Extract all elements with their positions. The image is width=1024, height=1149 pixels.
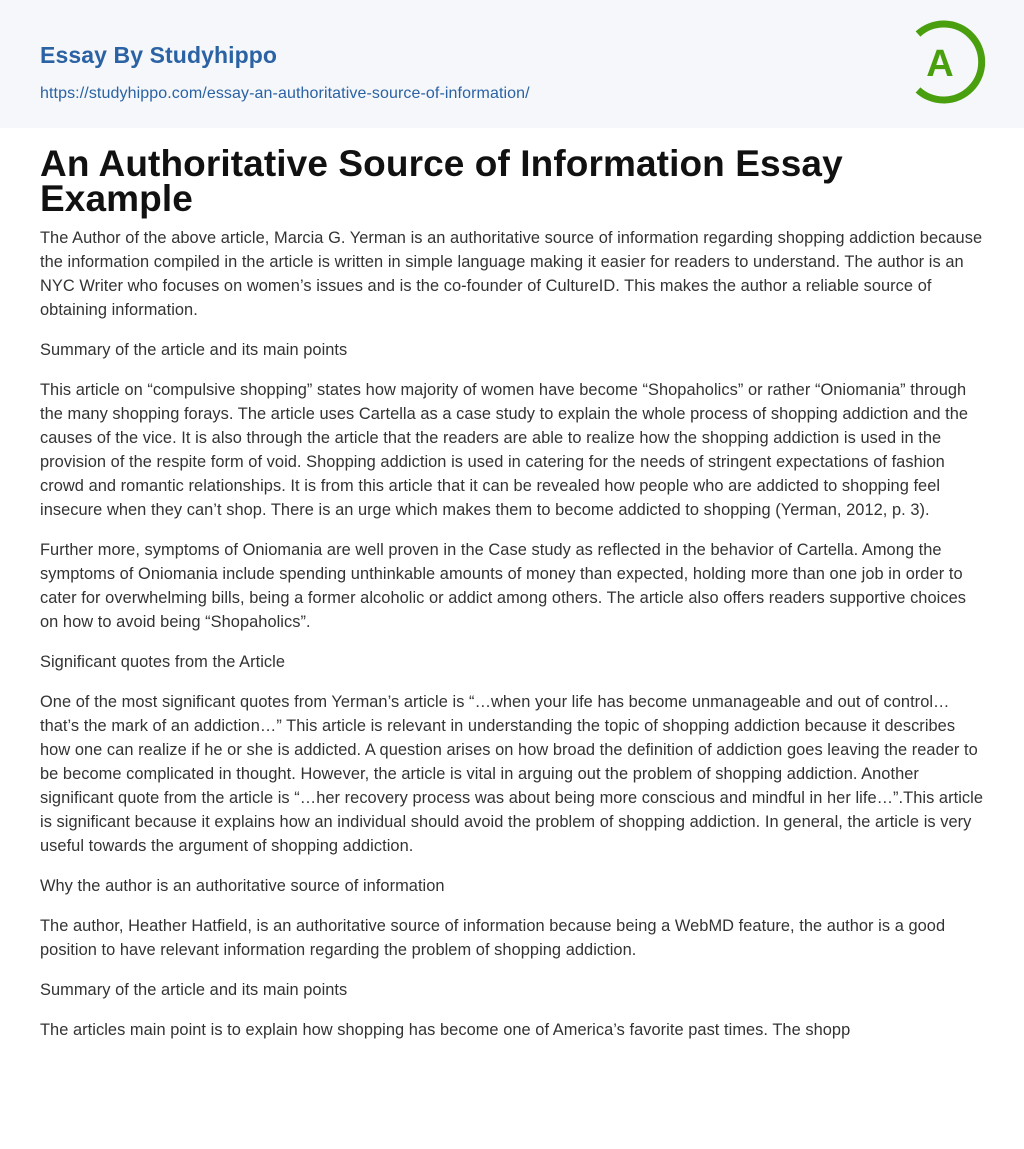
section-heading-summary: Summary of the article and its main points (40, 341, 348, 359)
paragraph-summary-2: The articles main point is to explain how shopping has become one of America’s favorite past times. The shopp (40, 1021, 851, 1039)
paragraph-intro: The Author of the above article, Marcia G. Yerman is an authoritative source of information regarding shopping addiction because the information compiled in the article is written in simple language making it easier for readers to understand. The author is an NYC Writer who focuses on women’s issues and is the co-founder of CultureID. This makes the author a reliable source of obtaining information. (40, 229, 983, 319)
paragraph-author-hatfield: The author, Heather Hatfield, is an authoritative source of information because being a WebMD feature, the author is a good position to have relevant information regarding the problem of shopping addiction. (40, 917, 946, 959)
site-name: Essay By Studyhippo (40, 42, 278, 68)
section-heading-summary-2: Summary of the article and its main points (40, 981, 348, 999)
section-heading-quotes: Significant quotes from the Article (40, 653, 285, 671)
paragraph-summary: This article on “compulsive shopping” states how majority of women have become “Shopaholics” or rather “Oniomania” through the many shopping forays. The article uses Cartella as a case study to explain the whole process of shopping addiction and the causes of the vice. It is also through the article that the readers are able to realize how the shopping addiction is used in the provision of the respite form of void. Shopping addiction is used in catering for the needs of stringent expectations of fashion crowd and romantic relationships. It is from this article that it can be revealed how people who are addicted to shopping feel insecure when they can’t shop. There is an urge which makes them to become addicted to shopping (Yerman, 2012, p. 3). (40, 381, 969, 519)
section-heading-why-authoritative: Why the author is an authoritative source of information (40, 877, 445, 895)
studyhippo-a-logo-icon[interactable] (910, 18, 988, 106)
site-header (0, 0, 1024, 128)
article-content (0, 128, 1024, 1042)
paragraph-quotes: One of the most significant quotes from Yerman’s article is “…when your life has become unmanageable and out of control…that’s the mark of an addiction…” This article is relevant in understanding the topic of shopping addiction because it describes how one can realize if he or she is addicted. A question arises on how broad the definition of addiction goes leaving the reader to be become complicated in thought. However, the article is vital in arguing out the problem of shopping addiction. Another significant quote from the article is “…her recovery process was about being more conscious and mindful in her life…”.This article is significant because it explains how an individual should avoid the problem of shopping addiction. In general, the article is very useful towards the argument of shopping addiction. (40, 693, 983, 855)
paragraph-symptoms: Further more, symptoms of Oniomania are well proven in the Case study as reflected in the behavior of Cartella. Among the symptoms of Oniomania include spending unthinkable amounts of money than expected, holding more than one job in order to cater for overwhelming bills, being a former alcoholic or addict among others. The article also offers readers supportive choices on how to avoid being “Shopaholics”. (40, 541, 966, 631)
page-title: An Authoritative Source of Information Essay Example (40, 143, 843, 219)
logo-letter: A (926, 43, 954, 85)
source-url-link[interactable]: https://studyhippo.com/essay-an-authoritative-source-of-information/ (40, 85, 530, 102)
